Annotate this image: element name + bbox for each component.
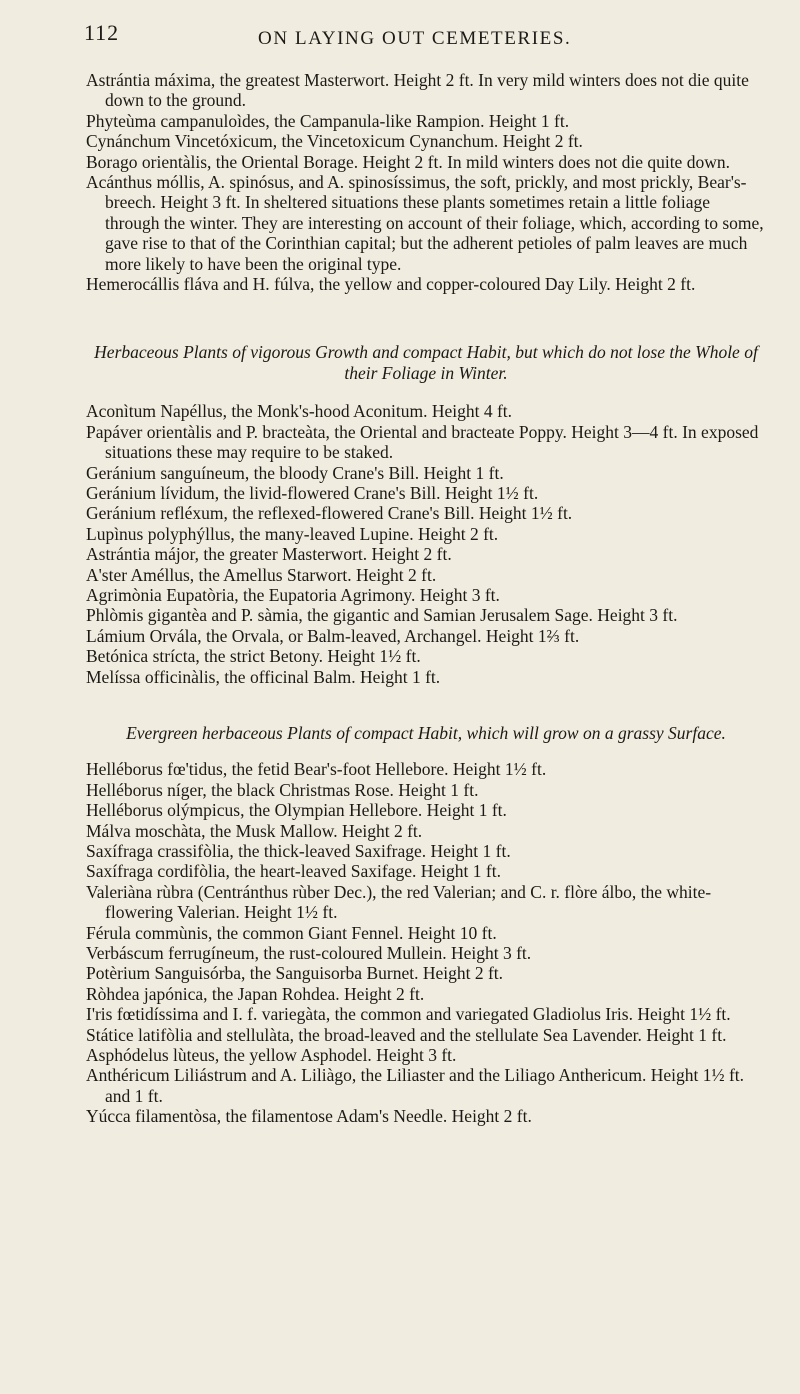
plant-entry: Hemerocállis fláva and H. fúlva, the yellow and copper-coloured Day Lily. Height 2 ft. bbox=[86, 274, 696, 295]
plant-entry: Helléborus fœ'tidus, the fetid Bear's-foot Hellebore. Height 1½ ft. bbox=[86, 759, 547, 780]
plant-entry: Ròhdea japónica, the Japan Rohdea. Height 2 ft. bbox=[86, 983, 425, 1004]
plant-entry: Státice latifòlia and stellulàta, the broad-leaved and the stellulate Sea Lavender. Height 1 ft. bbox=[86, 1024, 727, 1045]
plant-entry: Cynánchum Vincetóxicum, the Vincetoxicum Cynanchum. Height 2 ft. bbox=[86, 131, 583, 152]
plant-entry: I'ris fœtidíssima and I. f. variegàta, the common and variegated Gladiolus Iris. Height 1½ ft. bbox=[86, 1004, 731, 1025]
plant-entry: Geránium lívidum, the livid-flowered Crane's Bill. Height 1½ ft. bbox=[86, 482, 539, 503]
plant-entry: Helléborus níger, the black Christmas Rose. Height 1 ft. bbox=[86, 779, 479, 800]
plant-entry: Papáver orientàlis and P. bracteàta, the Oriental and bracteate Poppy. Height 3—4 ft. In exposed situations these may require to be staked. bbox=[86, 421, 759, 463]
plant-entry: Lupìnus polyphýllus, the many-leaved Lupine. Height 2 ft. bbox=[86, 523, 499, 544]
section-plant-list-1 bbox=[86, 70, 766, 294]
plant-entry: Betónica strícta, the strict Betony. Height 1½ ft. bbox=[86, 646, 421, 667]
plant-entry: Málva moschàta, the Musk Mallow. Height 2 ft. bbox=[86, 820, 423, 841]
plant-entry: Anthéricum Liliástrum and A. Liliàgo, the Liliaster and the Liliago Anthericum. Height 1½ ft. and 1 ft. bbox=[86, 1065, 745, 1106]
plant-entry: Aconìtum Napéllus, the Monk's-hood Aconitum. Height 4 ft. bbox=[86, 401, 513, 422]
plant-entry: A'ster Améllus, the Amellus Starwort. Height 2 ft. bbox=[86, 564, 437, 585]
plant-entry: Férula commùnis, the common Giant Fennel. Height 10 ft. bbox=[86, 922, 497, 943]
plant-entry: Geránium sanguíneum, the bloody Crane's Bill. Height 1 ft. bbox=[86, 462, 504, 483]
plant-entry: Melíssa officinàlis, the officinal Balm. Height 1 ft. bbox=[86, 666, 441, 687]
plant-entry: Valeriàna rùbra (Centránthus rùber Dec.), the red Valerian; and C. r. flòre álbo, the white-flowering Valerian. Height 1½ ft. bbox=[86, 881, 712, 923]
plant-entry: Saxífraga crassifòlia, the thick-leaved Saxifrage. Height 1 ft. bbox=[86, 841, 511, 861]
running-title: ON LAYING OUT CEMETERIES. bbox=[258, 28, 572, 49]
plant-entry: Helléborus olýmpicus, the Olympian Hellebore. Height 1 ft. bbox=[86, 800, 507, 821]
plant-entry: Asphódelus lùteus, the yellow Asphodel. Height 3 ft. bbox=[86, 1045, 457, 1066]
section-evergreen-herbaceous bbox=[86, 723, 766, 1127]
plant-entry: Geránium refléxum, the reflexed-flowered Crane's Bill. Height 1½ ft. bbox=[86, 503, 573, 524]
section-heading: Evergreen herbaceous Plants of compact Habit, which will grow on a grassy Surface. bbox=[126, 722, 726, 743]
section-vigorous-herbaceous bbox=[86, 342, 766, 687]
plant-entry: Phyteùma campanuloìdes, the Campanula-like Rampion. Height 1 ft. bbox=[86, 110, 570, 131]
page-header bbox=[0, 20, 800, 60]
page-body bbox=[86, 70, 766, 1127]
section-heading: Herbaceous Plants of vigorous Growth and compact Habit, but which do not lose the Whole of their Foliage in Winter. bbox=[94, 342, 758, 383]
plant-entry: Saxífraga cordifòlia, the heart-leaved Saxifage. Height 1 ft. bbox=[86, 861, 501, 882]
plant-entry: Yúcca filamentòsa, the filamentose Adam's Needle. Height 2 ft. bbox=[86, 1106, 532, 1127]
plant-entry: Acánthus móllis, A. spinósus, and A. spinosíssimus, the soft, prickly, and most prickly, Bear's-breech. Height 3 ft. In sheltered situations these plants sometimes retain a little foliage through the winter. They are interesting on account of their foliage, which, according to some, gave rise to that of the Corinthian capital; but the adherent petioles of palm leaves are much more likely to have been the original type. bbox=[86, 172, 764, 274]
plant-entry: Verbáscum ferrugíneum, the rust-coloured Mullein. Height 3 ft. bbox=[86, 943, 532, 964]
plant-entry: Astrántia máxima, the greatest Masterwort. Height 2 ft. In very mild winters does not die quite down to the ground. bbox=[86, 70, 749, 111]
plant-entry: Phlòmis gigantèa and P. sàmia, the gigantic and Samian Jerusalem Sage. Height 3 ft. bbox=[86, 605, 678, 626]
page-number: 112 bbox=[84, 20, 120, 45]
plant-entry: Agrimònia Eupatòria, the Eupatoria Agrimony. Height 3 ft. bbox=[86, 584, 500, 605]
plant-entry: Lámium Orvála, the Orvala, or Balm-leaved, Archangel. Height 1⅔ ft. bbox=[86, 625, 580, 646]
plant-entry: Astrántia májor, the greater Masterwort. Height 2 ft. bbox=[86, 544, 452, 565]
plant-entry: Borago orientàlis, the Oriental Borage. Height 2 ft. In mild winters does not die quite down. bbox=[86, 151, 730, 172]
plant-entry: Potèrium Sanguisórba, the Sanguisorba Burnet. Height 2 ft. bbox=[86, 963, 504, 984]
